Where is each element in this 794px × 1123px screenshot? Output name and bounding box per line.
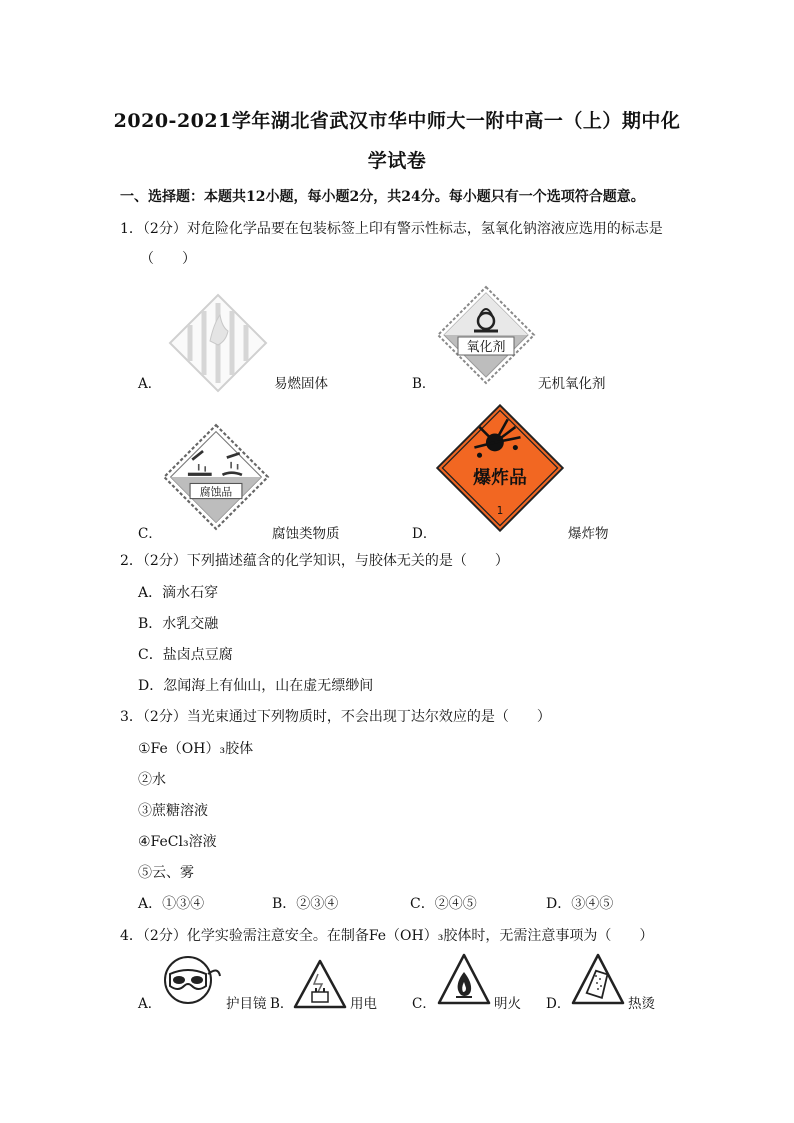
q4-option-c-caption: 明火 <box>494 996 521 1012</box>
q3-item-2: ②水 <box>138 772 166 788</box>
hot-surface-icon <box>570 952 626 1008</box>
q2-option-b[interactable]: B．水乳交融 <box>138 616 219 632</box>
q3-item-5: ⑤云、雾 <box>138 865 194 881</box>
explosive-sign-text: 爆炸品 <box>473 467 527 489</box>
q1-option-a-letter[interactable]: A． <box>138 376 162 392</box>
q3-option-d[interactable]: D．③④⑤ <box>546 896 614 912</box>
q3-option-c[interactable]: C．②④⑤ <box>410 896 477 912</box>
goggles-icon <box>162 952 224 1008</box>
q2-option-c[interactable]: C．盐卤点豆腐 <box>138 647 233 663</box>
flammable-solid-sign <box>168 293 268 393</box>
section-heading: 一、选择题：本题共12小题，每小题2分，共24分。每小题只有一个选项符合题意。 <box>120 189 645 205</box>
q2-option-a[interactable]: A．滴水石穿 <box>138 585 219 601</box>
q1-option-a-caption: 易燃固体 <box>274 376 328 392</box>
q3-item-1: ①Fe（OH）₃胶体 <box>138 741 254 757</box>
explosive-sign <box>436 404 564 532</box>
question-2-stem: 2．（2分）下列描述蕴含的化学知识，与胶体无关的是（ ） <box>120 553 509 569</box>
question-4-stem: 4．（2分）化学实验需注意安全。在制备Fe（OH）₃胶体时，无需注意事项为（ ） <box>120 928 654 944</box>
question-3-stem: 3．（2分）当光束通过下列物质时，不会出现丁达尔效应的是（ ） <box>120 709 551 725</box>
question-1-stem: 1．（2分）对危险化学品要在包装标签上印有警示性标志，氢氧化钠溶液应选用的标志是 <box>120 221 663 237</box>
q1-option-d-letter[interactable]: D． <box>412 526 437 542</box>
corrosive-sign-text: 腐蚀品 <box>199 485 233 499</box>
q1-option-c-letter[interactable]: C． <box>138 526 162 542</box>
q1-option-b-caption: 无机氧化剂 <box>538 376 606 392</box>
page-title-continued: 学试卷 <box>367 150 427 172</box>
page-title: 2020-2021学年湖北省武汉市华中师大一附中高一（上）期中化 <box>113 110 681 132</box>
q4-option-a-letter[interactable]: A． <box>138 996 162 1012</box>
q4-option-b-caption: 用电 <box>350 996 377 1012</box>
electric-icon <box>292 958 348 1010</box>
q4-option-d-caption: 热烫 <box>628 996 655 1012</box>
explosive-sign-number: 1 <box>496 505 504 518</box>
oxidizer-sign-text: 氧化剂 <box>466 340 506 355</box>
q1-option-d-caption: 爆炸物 <box>568 526 609 542</box>
q3-option-a[interactable]: A．①③④ <box>138 896 205 912</box>
oxidizer-sign <box>436 285 536 385</box>
question-1-answer-paren: （ ） <box>140 251 196 267</box>
corrosive-sign <box>162 423 270 531</box>
q4-option-b-letter[interactable]: B． <box>270 996 294 1012</box>
q3-option-b[interactable]: B．②③④ <box>272 896 339 912</box>
q3-item-4: ④FeCl₃溶液 <box>138 834 217 850</box>
q2-option-d[interactable]: D．忽闻海上有仙山，山在虚无缥缈间 <box>138 678 374 694</box>
q4-option-a-caption: 护目镜 <box>226 996 267 1012</box>
q4-option-c-letter[interactable]: C． <box>412 996 436 1012</box>
q1-option-c-caption: 腐蚀类物质 <box>272 526 340 542</box>
open-flame-icon <box>436 952 492 1008</box>
q1-option-b-letter[interactable]: B． <box>412 376 436 392</box>
q3-item-3: ③蔗糖溶液 <box>138 803 208 819</box>
q4-option-d-letter[interactable]: D． <box>546 996 571 1012</box>
